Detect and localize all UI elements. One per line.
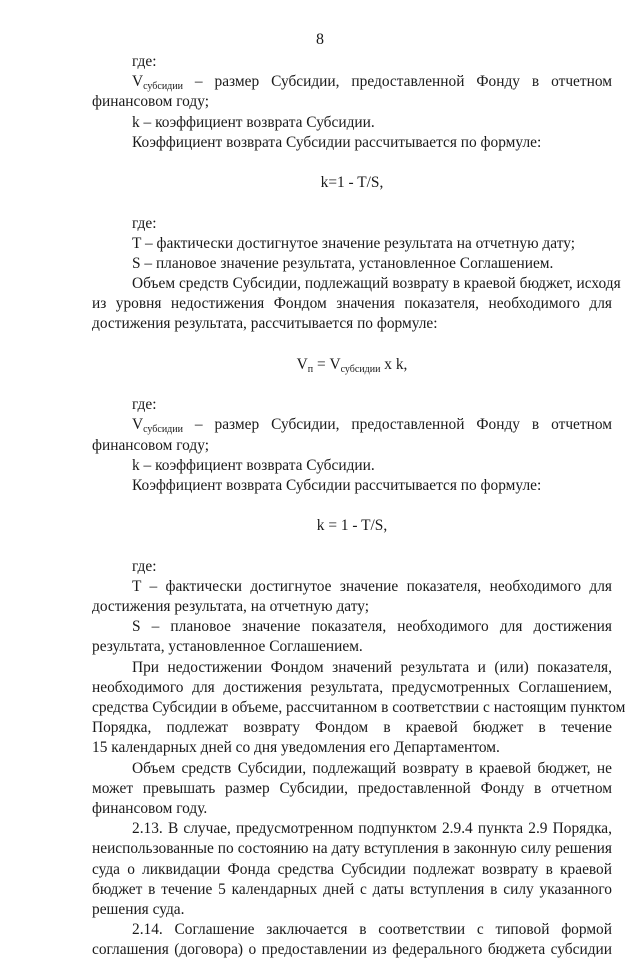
text-run: S – плановое значение показателя, необходимого для достижения	[132, 618, 612, 636]
text-line	[92, 173, 612, 193]
subscript: субсидии	[143, 81, 183, 93]
text-line	[92, 738, 612, 758]
text-run: финансовом году.	[92, 799, 208, 817]
blank-line	[92, 335, 612, 355]
subscript: п	[307, 363, 314, 375]
text-line	[92, 839, 612, 859]
text-run: достижения результата, на отчетную дату;	[92, 598, 370, 616]
text-line	[92, 214, 612, 234]
text-line	[92, 436, 612, 456]
text-run: Объем средств Субсидии, подлежащий возврату в краевой бюджет, исходя	[132, 275, 621, 293]
text-line	[92, 314, 612, 334]
text-line	[92, 678, 612, 698]
text-run: достижения результата, рассчитывается по формуле:	[92, 315, 438, 333]
text-run: k = 1 - T/S,	[316, 517, 388, 535]
text-run: x k,	[380, 355, 408, 373]
text-line	[92, 759, 612, 779]
text-run: k – коэффициент возврата Субсидии.	[132, 113, 375, 131]
subscript: субсидии	[143, 424, 183, 436]
text-line	[92, 274, 621, 294]
text-run: – размер Субсидии, предоставленной Фонду в отчетном	[182, 416, 612, 434]
text-line	[92, 880, 612, 900]
text-line	[92, 799, 612, 819]
text-line	[92, 637, 612, 657]
blank-line	[92, 496, 612, 516]
text-run: T – фактически достигнутое значение результата на отчетную дату;	[132, 234, 575, 252]
text-line	[92, 395, 612, 415]
text-run: суда о ликвидации Фонда средства Субсидии подлежат возврату в краевой	[92, 860, 612, 878]
text-line	[92, 617, 612, 637]
text-line	[92, 92, 612, 112]
text-line	[92, 72, 612, 92]
text-run: из уровня недостижения Фондом значения показателя, необходимого для	[92, 295, 612, 313]
text-line	[92, 355, 612, 375]
text-line	[92, 113, 612, 133]
text-run: неиспользованные по состоянию на дату вступления в законную силу решения	[92, 840, 612, 858]
text-run: где:	[132, 396, 157, 414]
text-line	[92, 234, 612, 254]
text-run: где:	[132, 557, 157, 575]
text-run: необходимого для достижения результата, предусмотренных Соглашением,	[92, 678, 612, 696]
text-run: может превышать размер Субсидии, предоставленной Фонду в отчетном	[92, 779, 612, 797]
text-run: = V	[313, 355, 341, 373]
text-run: финансовом году;	[92, 436, 209, 454]
text-run: Объем средств Субсидии, подлежащий возврату в краевой бюджет, не	[132, 759, 612, 777]
text-run: 2.13. В случае, предусмотренном подпунктом 2.9.4 пункта 2.9 Порядка,	[132, 820, 612, 838]
blank-line	[92, 153, 612, 173]
text-run: 15 календарных дней со дня уведомления его Департаментом.	[92, 739, 500, 757]
text-run: S – плановое значение результата, установленное Соглашением.	[132, 254, 554, 272]
text-run: где:	[132, 53, 157, 70]
text-line	[92, 920, 612, 940]
text-run: Коэффициент возврата Субсидии рассчитывается по формуле:	[132, 476, 542, 494]
text-run: k=1 - T/S,	[320, 174, 384, 192]
text-line	[92, 133, 612, 153]
page-number: 8	[316, 31, 324, 48]
text-line	[92, 819, 612, 839]
text-line	[92, 779, 612, 799]
text-line	[92, 254, 612, 274]
text-run: T – фактически достигнутое значение показателя, необходимого для	[132, 577, 612, 595]
blank-line	[92, 537, 612, 557]
subscript: субсидии	[340, 363, 381, 375]
text-line	[92, 940, 612, 960]
text-run: Порядка, подлежат возврату Фондом в краевой бюджет в течение	[92, 719, 612, 737]
text-run: где:	[132, 214, 157, 232]
text-line	[92, 557, 612, 577]
text-run: V	[132, 416, 144, 434]
blank-line	[92, 375, 612, 395]
text-line	[92, 698, 626, 718]
text-run: Коэффициент возврата Субсидии рассчитывается по формуле:	[132, 133, 542, 151]
text-line	[92, 294, 612, 314]
text-run: 2.14. Соглашение заключается в соответствии с типовой формой	[132, 921, 612, 939]
text-run: соглашения (договора) о предоставлении из федерального бюджета субсидии	[92, 941, 612, 959]
text-line	[92, 577, 612, 597]
text-line	[92, 860, 612, 880]
text-line	[92, 658, 612, 678]
text-run: V	[296, 355, 308, 373]
text-line	[92, 476, 612, 496]
text-run: – размер Субсидии, предоставленной Фонду в отчетном	[182, 73, 612, 91]
text-line	[92, 52, 612, 72]
text-run: При недостижении Фондом значений результата и (или) показателя,	[132, 658, 612, 676]
text-line	[92, 900, 612, 920]
text-line	[92, 597, 612, 617]
text-run: бюджет в течение 5 календарных дней с даты вступления в силу указанного	[92, 880, 612, 898]
text-line	[92, 415, 612, 435]
text-run: решения суда.	[92, 900, 185, 918]
text-run: средства Субсидии в объеме, рассчитанном в соответствии с настоящим пунктом	[92, 699, 626, 716]
text-line	[92, 718, 612, 738]
text-run: результата, установленное Соглашением.	[92, 638, 363, 656]
text-run: финансовом году;	[92, 93, 209, 111]
text-run: V	[132, 73, 144, 91]
text-line	[92, 516, 612, 536]
text-line	[92, 456, 612, 476]
text-run: k – коэффициент возврата Субсидии.	[132, 456, 375, 474]
document-body	[92, 52, 626, 960]
blank-line	[92, 193, 612, 213]
